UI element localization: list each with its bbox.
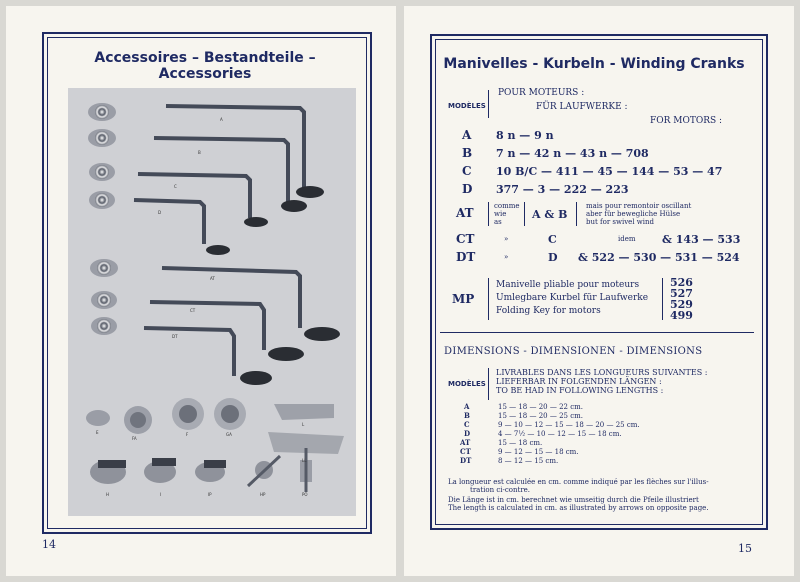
model-label-a: A bbox=[462, 128, 472, 142]
model-label-c: C bbox=[462, 164, 472, 178]
photo-label-i: I bbox=[160, 492, 162, 497]
dimensions-header-de: LIEFERBAR IN FOLGENDEN LÄNGEN : bbox=[496, 377, 662, 386]
model-label-ct: CT bbox=[456, 232, 475, 246]
photo-label-d: D bbox=[158, 210, 162, 215]
footnote-fr: La longueur est calculée en cm. comme indiqué par les flèches sur l'illus- bbox=[448, 478, 709, 486]
dt-ditto: » bbox=[504, 253, 509, 261]
winding-parts bbox=[86, 398, 344, 492]
dim-values-a: 15 — 18 — 20 — 22 cm. bbox=[498, 403, 583, 411]
model-label-d: D bbox=[462, 182, 473, 196]
dimensions-title: DIMENSIONS - DIMENSIONEN - DIMENSIONS bbox=[444, 346, 703, 357]
section-divider bbox=[440, 332, 754, 333]
right-page bbox=[404, 6, 794, 576]
dim-values-d: 4 — 7½ — 10 — 12 — 15 — 18 cm. bbox=[498, 430, 622, 438]
header-divider bbox=[488, 90, 489, 118]
dim-values-b: 15 — 18 — 20 — 25 cm. bbox=[498, 412, 583, 420]
header-line-fr: POUR MOTEURS : bbox=[498, 88, 585, 98]
dim-values-ct: 9 — 12 — 15 — 18 cm. bbox=[498, 448, 579, 456]
photo-label-dt: DT bbox=[172, 334, 178, 339]
mp-number-1: 526 bbox=[670, 276, 693, 289]
photo-label-at: AT bbox=[210, 276, 215, 281]
dt-model: D bbox=[548, 251, 558, 264]
mp-line-fr: Manivelle pliable pour moteurs bbox=[496, 280, 640, 290]
footnote-fr-cont: tration ci-contre. bbox=[470, 486, 531, 494]
photo-label-a: A bbox=[220, 117, 223, 122]
at-note-de: wie bbox=[494, 210, 507, 218]
model-label-dt: DT bbox=[456, 250, 476, 264]
model-label-at: AT bbox=[456, 206, 474, 220]
dim-label-dt: DT bbox=[460, 456, 472, 465]
mp-line-de: Umlegbare Kurbel für Laufwerke bbox=[496, 293, 649, 303]
photo-label-po: PO bbox=[302, 492, 308, 497]
right-page-number: 15 bbox=[738, 542, 752, 555]
photo-label-ct: CT bbox=[190, 308, 196, 313]
model-values-d: 377 — 3 — 222 — 223 bbox=[496, 183, 629, 196]
at-remark-de: aber für bewegliche Hülse bbox=[586, 210, 681, 218]
ct-values: & 143 — 533 bbox=[662, 233, 741, 246]
photo-label-ip: IP bbox=[208, 492, 212, 497]
mp-line-en: Folding Key for motors bbox=[496, 306, 601, 316]
header-line-de: FÜR LAUFWERKE : bbox=[536, 102, 628, 112]
footnote-en: The length is calculated in cm. as illustrated by arrows on opposite page. bbox=[448, 504, 709, 512]
dim-values-at: 15 — 18 cm. bbox=[498, 439, 543, 447]
dim-values-c: 9 — 10 — 12 — 15 — 18 — 20 — 25 cm. bbox=[498, 421, 640, 429]
mp-divider-right bbox=[662, 278, 663, 320]
dt-values: & 522 — 530 — 531 — 524 bbox=[578, 251, 740, 264]
photo-label-e: E bbox=[96, 430, 99, 435]
accessories-photo-svg bbox=[68, 88, 356, 516]
at-remark-en: but for swivel wind bbox=[586, 218, 655, 226]
mp-number-3: 529 bbox=[670, 298, 693, 311]
dim-values-dt: 8 — 12 — 15 cm. bbox=[498, 457, 559, 465]
model-label-b: B bbox=[462, 146, 473, 160]
photo-label-hp: HP bbox=[260, 492, 266, 497]
model-values-b: 7 n — 42 n — 43 n — 708 bbox=[496, 147, 649, 160]
key-c bbox=[89, 163, 268, 227]
dim-label-ct: CT bbox=[460, 447, 471, 456]
at-divider-right bbox=[576, 202, 577, 226]
at-models: A & B bbox=[532, 208, 568, 221]
model-values-a: 8 n — 9 n bbox=[496, 129, 554, 142]
ct-model: C bbox=[548, 233, 557, 246]
dim-label-at: AT bbox=[460, 438, 471, 447]
left-page-number: 14 bbox=[42, 538, 56, 551]
at-divider-mid bbox=[524, 202, 525, 226]
photo-label-h: H bbox=[106, 492, 110, 497]
dimensions-header-fr: LIVRABLES DANS LES LONGUEURS SUIVANTES : bbox=[496, 368, 708, 377]
modeles-label: MODÈLES bbox=[448, 102, 486, 110]
at-remark-fr: mais pour remontoir oscillant bbox=[586, 202, 692, 210]
at-divider-left bbox=[488, 202, 489, 226]
key-b bbox=[88, 129, 307, 212]
dimensions-header-en: TO BE HAD IN FOLLOWING LENGTHS : bbox=[496, 386, 664, 395]
key-dt bbox=[91, 317, 272, 385]
photo-label-ll: LL bbox=[302, 458, 307, 463]
dimensions-modeles-label: MODÈLES bbox=[448, 380, 486, 388]
model-label-mp: MP bbox=[452, 292, 475, 306]
dim-label-c: C bbox=[464, 420, 470, 429]
key-d bbox=[89, 191, 230, 255]
header-line-en: FOR MOTORS : bbox=[650, 116, 723, 126]
footnote-de: Die Länge ist in cm. berechnet wie umseitig durch die Pfeile illustriert bbox=[448, 496, 699, 504]
mp-divider-left bbox=[488, 278, 489, 320]
dim-label-b: B bbox=[464, 411, 470, 420]
photo-label-b: B bbox=[198, 150, 201, 155]
photo-label-fa: FA bbox=[132, 436, 137, 441]
dim-label-d: D bbox=[464, 429, 471, 438]
photo-label-f: F bbox=[186, 432, 189, 437]
left-page bbox=[6, 6, 396, 576]
model-values-c: 10 B/C — 411 — 45 — 144 — 53 — 47 bbox=[496, 165, 723, 178]
dim-label-a: A bbox=[464, 402, 470, 411]
photo-label-l: L bbox=[302, 422, 305, 427]
dimensions-header-divider bbox=[488, 368, 489, 400]
photo-label-ga: GA bbox=[226, 432, 232, 437]
ct-idem: idem bbox=[618, 235, 636, 243]
right-page-title: Manivelles - Kurbeln - Winding Cranks bbox=[443, 56, 745, 72]
left-page-title: Accessoires – Bestandteile – Accessories bbox=[94, 50, 316, 82]
photo-label-c: C bbox=[174, 184, 177, 189]
key-ct bbox=[91, 291, 304, 361]
mp-number-4: 499 bbox=[670, 309, 693, 322]
accessories-photo bbox=[68, 88, 356, 516]
at-note-fr: comme bbox=[494, 202, 520, 210]
mp-number-2: 527 bbox=[670, 287, 693, 300]
at-note-en: as bbox=[494, 218, 502, 226]
ct-ditto: » bbox=[504, 235, 509, 243]
